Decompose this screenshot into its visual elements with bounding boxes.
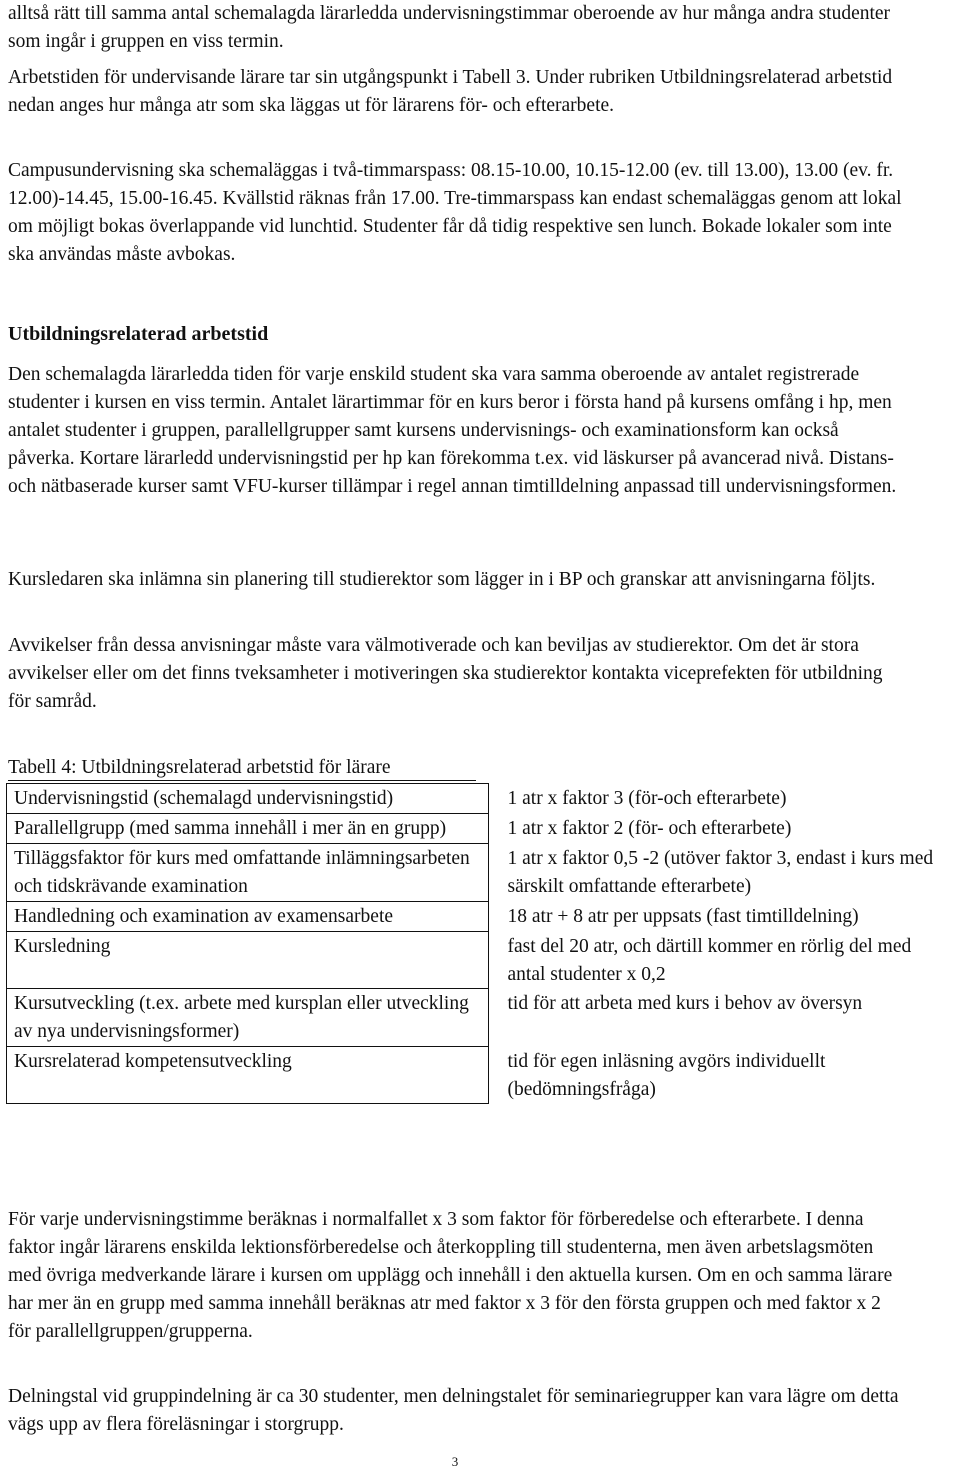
table-caption: Tabell 4: Utbildningsrelaterad arbetstid för lärare [8, 757, 391, 778]
table-row [7, 989, 950, 1047]
after-table-paragraph-2: Delningstal vid gruppindelning är ca 30 studenter, men delningstalet för seminariegrupper kan vara lägre om detta vägs upp av flera föreläsningar i storgrupp. [8, 1386, 899, 1435]
worktime-table [6, 783, 950, 1104]
section-heading: Utbildningsrelaterad arbetstid [8, 323, 269, 345]
table-row [7, 814, 950, 844]
table-row [7, 932, 950, 989]
section-paragraph-1: Den schemalagda lärarledda tiden för varje enskild student ska vara samma oberoende av antalet registrerade studenter i kursen en viss termin. Antalet lärartimmar för en kurs beror i första hand på kursens omfång i hp, men antalet studenter i gruppen, parallellgrupper samt kursens undervisnings- och examinationsform kan också påverka. Kortare lärarledd undervisningstid per hp kan förekomma t.ex. vid läskurser på avancerad nivå. Distans- och nätbaserade kurser samt VFU-kurser tillämpar i regel annan timtilldelning anpassad till undervisningsformen. [8, 364, 897, 497]
table-row [7, 784, 950, 814]
table-row [7, 844, 950, 902]
table-cell-activity: Undervisningstid (schemalagd undervisningstid) [7, 784, 489, 814]
intro-paragraph-3: Campusundervisning ska schemaläggas i två-timmarspass: 08.15-10.00, 10.15-12.00 (ev. till 13.00), 13.00 (ev. fr. 12.00)-14.45, 15.00-16.45. Kvällstid räknas från 17.00. Tre-timmarspass kan endast schemaläggas genom att lokal om möjligt bokas överlappande vid lunchtid. Studenter får då tidig respektive sen lunch. Bokade lokaler som inte ska användas måste avbokas. [8, 160, 902, 265]
table-cell-activity: Tilläggsfaktor för kurs med omfattande inlämningsarbeten och tidskrävande examination [7, 844, 489, 902]
table-row [7, 1047, 950, 1104]
table-cell-activity: Kursrelaterad kompetensutveckling [7, 1047, 489, 1104]
table-cell-activity: Handledning och examination av examensarbete [7, 902, 489, 932]
after-table-paragraph-1: För varje undervisningstimme beräknas i normalfallet x 3 som faktor för förberedelse och efterarbete. I denna faktor ingår lärarens enskilda lektionsförberedelse och återkoppling till studenterna, men även arbetslagsmöten med övriga medverkande lärare i kursen om upplägg och innehåll i den aktuella kursen. Om en och samma lärare har mer än en grupp med samma innehåll beräknas atr med faktor x 3 för den första gruppen och med faktor x 2 för parallellgruppen/grupperna. [8, 1209, 893, 1342]
table-cell-allocation: 1 atr x faktor 2 (för- och efterarbete) [507, 817, 792, 839]
section-paragraph-2: Kursledaren ska inlämna sin planering till studierektor som lägger in i BP och granskar att anvisningarna följts. [8, 569, 876, 590]
caption-underline [8, 780, 476, 781]
table-cell-activity: Parallellgrupp (med samma innehåll i mer än en grupp) [7, 814, 489, 844]
table-cell-allocation: 18 atr + 8 atr per uppsats (fast timtilldelning) [507, 905, 859, 927]
table-cell-allocation: tid för egen inläsning avgörs individuellt (bedömningsfråga) [507, 1050, 826, 1100]
page-number: 3 [451, 1454, 459, 1469]
table-cell-allocation: tid för att arbeta med kurs i behov av översyn [507, 992, 863, 1014]
intro-paragraph-1: alltså rätt till samma antal schemalagda lärarledda undervisningstimmar oberoende av hur många andra studenter som ingår i gruppen en viss termin. [8, 3, 891, 52]
table-cell-activity: Kursutveckling (t.ex. arbete med kursplan eller utveckling av nya undervisningsformer) [7, 989, 489, 1047]
table-cell-activity: Kursledning [7, 932, 489, 989]
intro-paragraph-2: Arbetstiden för undervisande lärare tar sin utgångspunkt i Tabell 3. Under rubriken Utbildningsrelaterad arbetstid nedan anges hur många atr som ska läggas ut för lärarens för- och efterarbete. [8, 67, 893, 116]
table-cell-allocation: 1 atr x faktor 3 (för-och efterarbete) [507, 787, 787, 809]
section-paragraph-3: Avvikelser från dessa anvisningar måste vara välmotiverade och kan beviljas av studierektor. Om det är stora avvikelser eller om det finns tveksamheter i motiveringen ska studierektor kontakta viceprefekten för utbildning för samråd. [8, 635, 883, 712]
table-cell-allocation: 1 atr x faktor 0,5 -2 (utöver faktor 3, endast i kurs med särskilt omfattande efterarbete) [507, 847, 934, 897]
table-cell-allocation: fast del 20 atr, och därtill kommer en rörlig del med antal studenter x 0,2 [507, 935, 912, 985]
table-row [7, 902, 950, 932]
